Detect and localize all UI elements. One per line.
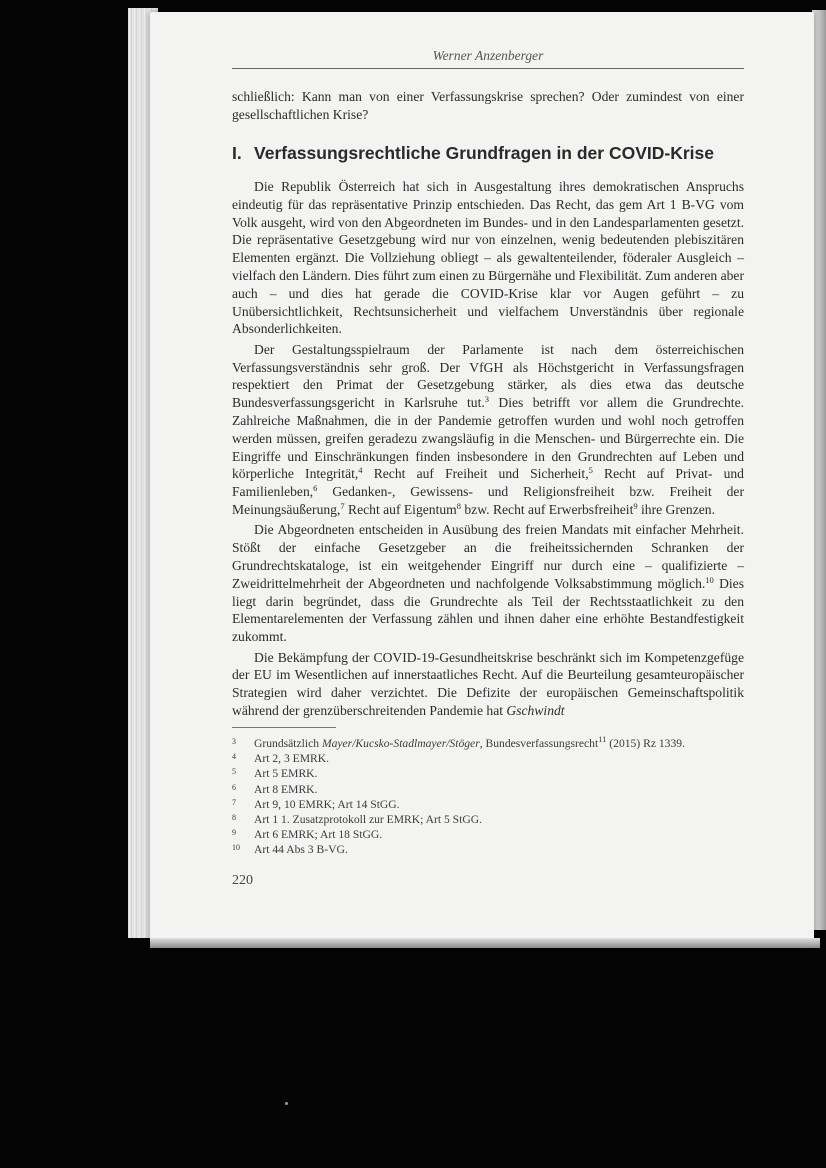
footnote-item	[232, 766, 744, 781]
footnote-number: 3	[232, 737, 236, 746]
footnote-rule	[232, 727, 336, 728]
section-title: Verfassungsrechtliche Grundfragen in der COVID-Krise	[254, 143, 714, 163]
footnote-item	[232, 812, 744, 827]
footnote-item	[232, 736, 744, 751]
right-page-edge	[812, 10, 826, 930]
footnote-ref[interactable]: 10	[705, 574, 714, 585]
running-header: Werner Anzenberger	[432, 48, 544, 63]
main-text	[232, 178, 744, 720]
footnote-item	[232, 782, 744, 797]
author-name: Gschwindt	[506, 702, 565, 718]
section-heading	[232, 143, 744, 164]
footnotes	[232, 736, 744, 858]
footnote-text-part: , Bundesverfassungsrecht	[479, 737, 599, 750]
paragraph-1: Die Republik Österreich hat sich in Ausgestaltung ihres demokratischen Anspruchs eindeutig für das repräsentative Prinzip entschieden. Das Recht, das gem Art 1 B-VG vom Volk ausgeht, wird von den Abgeordneten im Bundes- und in den Landesparlamenten gesetzt. Die repräsentative Gesetzgebung wird nur von einzelnen, wenig bedeutenden plebiszitären Elementen ergänzt. Die Vollziehung obliegt – als gewaltenteilender, föderaler Ausgleich – vielfach den Ländern. Dies führt zum einen zu Bürgernähe und Flexibilität. Zum anderen aber auch – und dies hat gerade die COVID-Krise klar vor Augen geführt – zu Unübersichtlichkeit, Rechtsunsicherheit und vielfachem Unverständnis über regionale Absonderlichkeiten.	[232, 179, 744, 337]
footnote-number: 5	[232, 767, 236, 777]
intro-paragraph-block	[232, 88, 744, 124]
footnote-text: Art 8 EMRK.	[254, 782, 318, 796]
footnote-authors: Mayer/Kucsko-Stadlmayer/Stöger	[321, 737, 480, 750]
intro-paragraph: schließlich: Kann man von einer Verfassungskrise sprechen? Oder zumindest von einer gesellschaftlichen Krise?	[232, 89, 744, 122]
paragraph-2-text: Recht auf Privat- und Familienleben,	[232, 466, 744, 500]
paragraph-2	[232, 341, 744, 519]
edition-superscript: 11	[598, 734, 607, 744]
footnote-ref[interactable]: 8	[456, 500, 461, 511]
footnote-text: Art 5 EMRK.	[254, 767, 318, 781]
footnote-ref[interactable]: 9	[633, 500, 638, 511]
footnote-text: Art 44 Abs 3 B-VG.	[254, 843, 348, 857]
footnote-text: Art 2, 3 EMRK.	[254, 752, 330, 766]
footnote-number: 6	[232, 782, 236, 792]
section-number: I.	[232, 143, 242, 163]
footnote-ref[interactable]: 5	[588, 465, 593, 476]
paragraph-2-text: Recht auf Eigentum	[344, 501, 457, 517]
footnote-ref[interactable]: 3	[484, 394, 490, 405]
footnote-number: 10	[232, 843, 240, 853]
footnote-item	[232, 842, 744, 857]
footnote-text	[254, 736, 685, 751]
footnote-number: 7	[232, 797, 236, 807]
paragraph-2-text: Dies betrifft vor allem die Grundrechte. Zahlreiche Maßnahmen, die in der Pandemie getroffen wurden und wohl noch getroffen werden müssen, greifen geradezu zwangsläufig in die Menschen- und Bürgerrechte ein. Die Eingriffe und Einschränkungen finden insbesondere in den Grundrechten auf Leben und körperliche Integrität,	[232, 395, 744, 482]
footnote-item	[232, 827, 744, 842]
paragraph-4-text: Die Bekämpfung der COVID-19-Gesundheitskrise beschränkt sich im Kompetenzgefüge der EU im Wesentlichen auf innerstaatliches Recht. Auf die Beurteilung gesamteuropäischer Strategien wird daher verzichtet. Die Defizite der europäischen Gemeinschaftspolitik während der grenzüberschreitenden Pandemie hat	[232, 649, 744, 718]
page-bottom-edge	[150, 938, 820, 948]
footnote-ref[interactable]: 4	[358, 465, 363, 476]
footnote-text-part: Grundsätzlich	[254, 737, 322, 750]
footnote-number: 4	[232, 752, 236, 762]
paragraph-2-text: ihre Grenzen.	[637, 501, 715, 517]
header-rule	[232, 68, 744, 69]
paragraph-3	[232, 521, 744, 646]
footnote-ref[interactable]: 6	[313, 483, 318, 494]
footnote-text: Art 9, 10 EMRK; Art 14 StGG.	[254, 797, 400, 811]
paragraph-3-text: Die Abgeordneten entscheiden in Ausübung des freien Mandats mit einfacher Mehrheit. Stößt der einfache Gesetzgeber an die freiheitssichernden Schranken der Grundrechtskataloge, ist ein weitgehender Eingriff nur durch eine – qualifizierte – Zweidrittelmehrheit der Abgeordneten und nachfolgende Volksabstimmung möglich.	[232, 522, 744, 591]
footnote-number: 9	[232, 828, 236, 838]
paragraph-2-text: Der Gestaltungsspielraum der Parlamente ist nach dem österreichischen Verfassungsverständnis sehr groß. Der VfGH als Höchstgericht in Verfassungsfragen respektiert den Primat der Gesetzgebung stärker, als dies etwa das deutsche Bundesverfassungsgericht in Karlsruhe tut.	[232, 341, 744, 411]
dust-speck	[285, 1102, 288, 1105]
paragraph-2-text: Gedanken-, Gewissens- und Religionsfreiheit bzw. Freiheit der Meinungsäußerung,	[232, 484, 744, 517]
footnote-item	[232, 751, 744, 766]
footnote-text: Art 6 EMRK; Art 18 StGG.	[254, 828, 383, 842]
footnote-text-part: (2015) Rz 1339.	[606, 737, 685, 750]
paragraph-3-text: Dies liegt darin begründet, dass die Grundrechte als Teil der Rechtsstaatlichkeit zu den Elementarelementen der Verfassung zählen und ihnen daher eine erhöhte Bestandfestigkeit zukommt.	[232, 575, 744, 645]
paragraph-4	[232, 649, 744, 720]
page-number: 220	[232, 873, 253, 888]
footnote-ref[interactable]: 7	[340, 500, 345, 511]
paragraph-2-text: bzw. Recht auf Erwerbsfreiheit	[460, 501, 634, 517]
footnote-number: 8	[232, 813, 236, 823]
footnote-text: Art 1 1. Zusatzprotokoll zur EMRK; Art 5 StGG.	[254, 813, 482, 827]
paragraph-2-text: Recht auf Freiheit und Sicherheit,	[362, 466, 589, 482]
footnote-item	[232, 797, 744, 812]
